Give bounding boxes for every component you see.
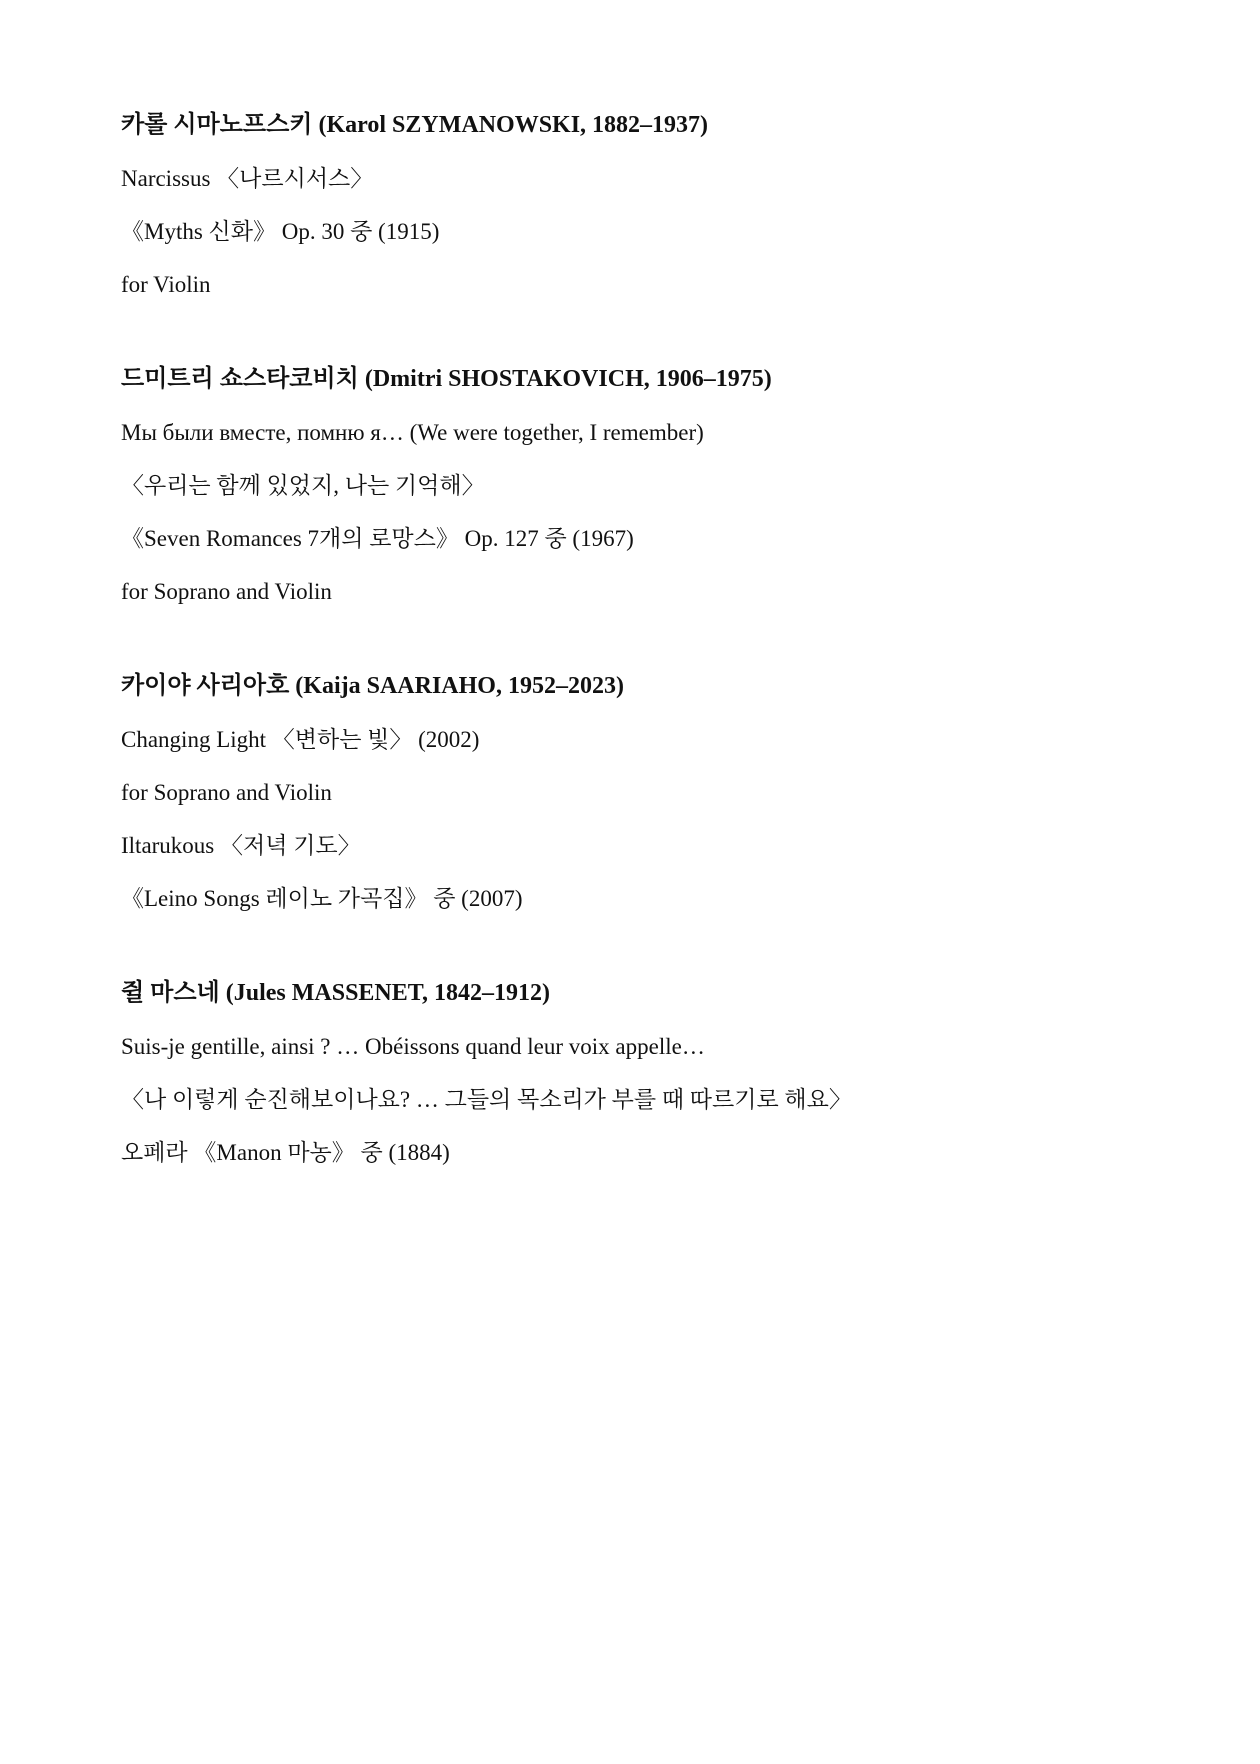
instrumentation: for Soprano and Violin — [121, 579, 332, 604]
instrumentation: for Soprano and Violin — [121, 780, 332, 805]
work-collection: 《Leino Songs 레이노 가곡집》 중 (2007) — [121, 886, 523, 911]
work-title: Suis-je gentille, ainsi ? … Obéissons quand leur voix appelle… — [121, 1034, 705, 1059]
work-title: Changing Light 〈변하는 빛〉 (2002) — [121, 727, 480, 752]
work-collection: 《Seven Romances 7개의 로망스》 Op. 127 중 (1967) — [121, 526, 634, 551]
composer-heading: 카이야 사리아호 (Kaija SAARIAHO, 1952–2023) — [121, 673, 624, 699]
work-title: Iltarukous 〈저녁 기도〉 — [121, 833, 361, 858]
composer-heading: 카롤 시마노프스키 (Karol SZYMANOWSKI, 1882–1937) — [121, 112, 709, 138]
work-collection: 오페라 《Manon 마농》 중 (1884) — [121, 1140, 450, 1165]
program-item-szymanowski — [121, 108, 1141, 301]
work-title: Мы были вместе, помню я… (We were together, I remember) — [121, 420, 704, 445]
instrumentation: for Violin — [121, 272, 211, 297]
work-title: Narcissus 〈나르시서스〉 — [121, 166, 374, 191]
program-item-massenet — [121, 976, 1141, 1169]
program-item-saariaho — [121, 669, 1141, 915]
work-title-translation: 〈나 이렇게 순진해보이나요? … 그들의 목소리가 부를 때 따르기로 해요〉 — [121, 1087, 852, 1112]
program-item-shostakovich — [121, 362, 1141, 608]
work-collection: 《Myths 신화》 Op. 30 중 (1915) — [121, 219, 440, 244]
program-list — [121, 108, 1141, 1230]
composer-heading: 드미트리 쇼스타코비치 (Dmitri SHOSTAKOVICH, 1906–1975) — [121, 366, 772, 392]
composer-heading: 쥘 마스네 (Jules MASSENET, 1842–1912) — [121, 980, 550, 1006]
work-title-translation: 〈우리는 함께 있었지, 나는 기억해〉 — [121, 473, 485, 498]
